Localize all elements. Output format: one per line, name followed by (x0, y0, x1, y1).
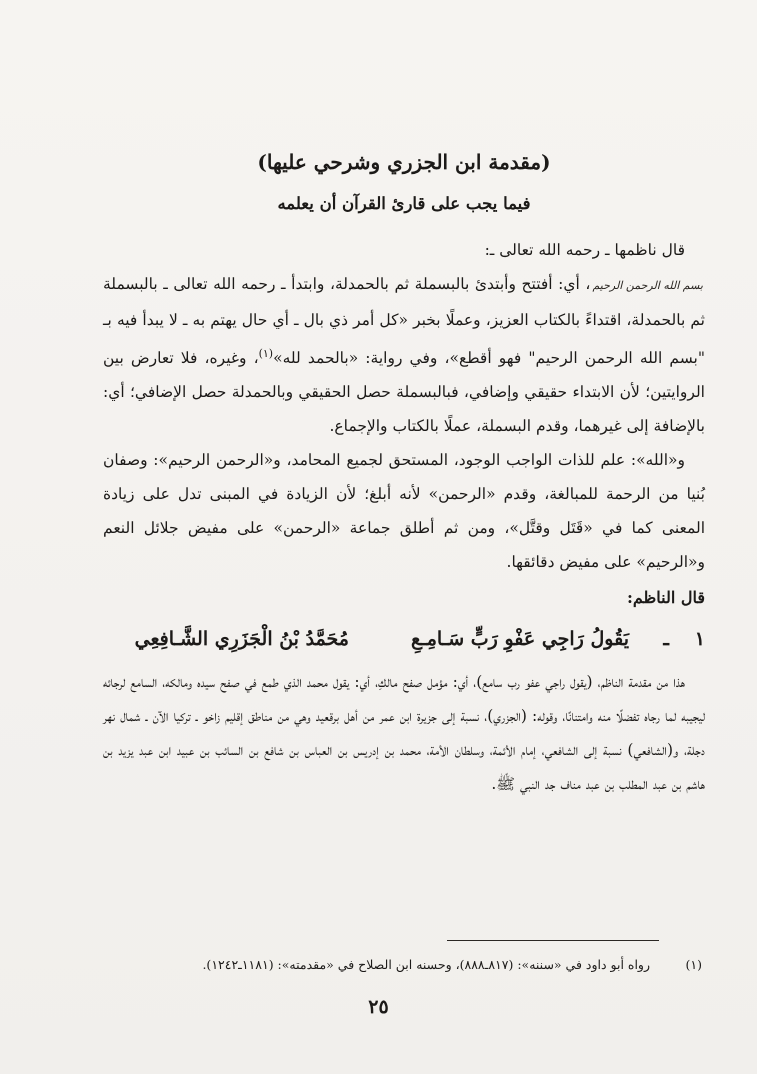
intro-line: قال ناظمها ـ رحمه الله تعالى ـ: (484, 241, 685, 259)
nazim-heading: قال الناظم: (626, 588, 705, 608)
footnote-reference: (١) (258, 347, 274, 360)
verse-dash: ـ (663, 628, 669, 651)
page-title: (مقدمة ابن الجزري وشرحي عليها) (257, 150, 551, 174)
page-number: ٢٥ (368, 996, 389, 1018)
verse-first-hemistich: يَقُولُ رَاجِي عَفْوِ رَبٍّ سَـامِـعِ (411, 628, 629, 651)
verse-number: ١ (694, 628, 705, 651)
paragraph-names-explanation: و«الله»: علم للذات الواجب الوجود، المستحق لجميع المحامد، و«الرحمن الرحيم»: وصفان بُنيا من الرحمة للمبالغة، وقدم «الرحمن» لأنه أبلغ؛ لأن الزيادة في المبنى تدل على زيادة المعنى كما في «قَتَل وقتَّل»، ومن ثم أطلق جماعة «الرحمن» على مفيض جلائل النعم و«الرحيم» على مفيض دقائقها. (103, 451, 705, 572)
page-subtitle: فيما يجب على قارئ القرآن أن يعلمه (277, 194, 531, 213)
paragraph-basmala-explanation (103, 267, 705, 443)
page-body (103, 150, 705, 801)
basmala-calligraphy: بسم الله الرحمن الرحيم (592, 279, 703, 292)
paragraph-text-continued: ، وغيره، فلا تعارض بين الروايتين؛ لأن الابتداء حقيقي وإضافي، فبالبسملة حصل الحقيقي وبالحمدلة حصل الإضافي؛ أي: بالإضافة إلى غيرهما، وقدم البسملة، عملًا بالكتاب والإجماع. (103, 349, 705, 436)
paragraph-text: ، أي: أفتتح وأبتدئ بالبسملة ثم بالحمدلة، وابتدأ ـ رحمه الله تعالى ـ بالبسملة ثم بالحمدلة، اقتداءً بالكتاب العزيز، وعملًا بخبر «كل أمر ذي بال ـ أي حال يهتم به ـ لا يبدأ فيه بـ "بسم الله الرحمن الرحيم" فهو أقطع»، وفي رواية: «بالحمد لله» (103, 275, 706, 368)
paragraph-verse-explanation: هذا من مقدمة الناظم، (يقول راجي عفو رب سامع)، أي: مؤمل صفح مالكِ، أي: يقول محمد الذي طمع في صفح سيده ومالكه، السامع لرجائه ليجيبه لما رجاه تفضلًا منه وامتنانًا، وقوله: (الجزري)، نسبة إلى جزيرة ابن عمر من أهل برقعيد وهي من مناطق إقليم زاخو ـ تركيا الآن ـ شمال نهر دجلة، و(الشافعي) نسبة إلى الشافعي، إمام الأئمة، وسلطان الأمة، محمد بن إدريس بن العباس بن شافع بن السائب بن عبيد ابن عبد يزيد بن هاشم بن عبد المطلب بن عبد مناف جد النبي ﷺ. (103, 673, 705, 794)
verse-second-hemistich: مُحَمَّدُ بْنُ الْجَزَرِي الشَّـافِعِي (134, 628, 349, 651)
poem-verse (103, 619, 705, 659)
footnote (140, 955, 702, 975)
footnote-text: رواه أبو داود في «سننه»: (٨١٧ـ٨٨٨)، وحسنه ابن الصلاح في «مقدمته»: (١١٨١ـ١٢٤٢). (202, 957, 650, 972)
footnote-separator (447, 940, 659, 941)
footnote-number: (١) (685, 957, 702, 972)
